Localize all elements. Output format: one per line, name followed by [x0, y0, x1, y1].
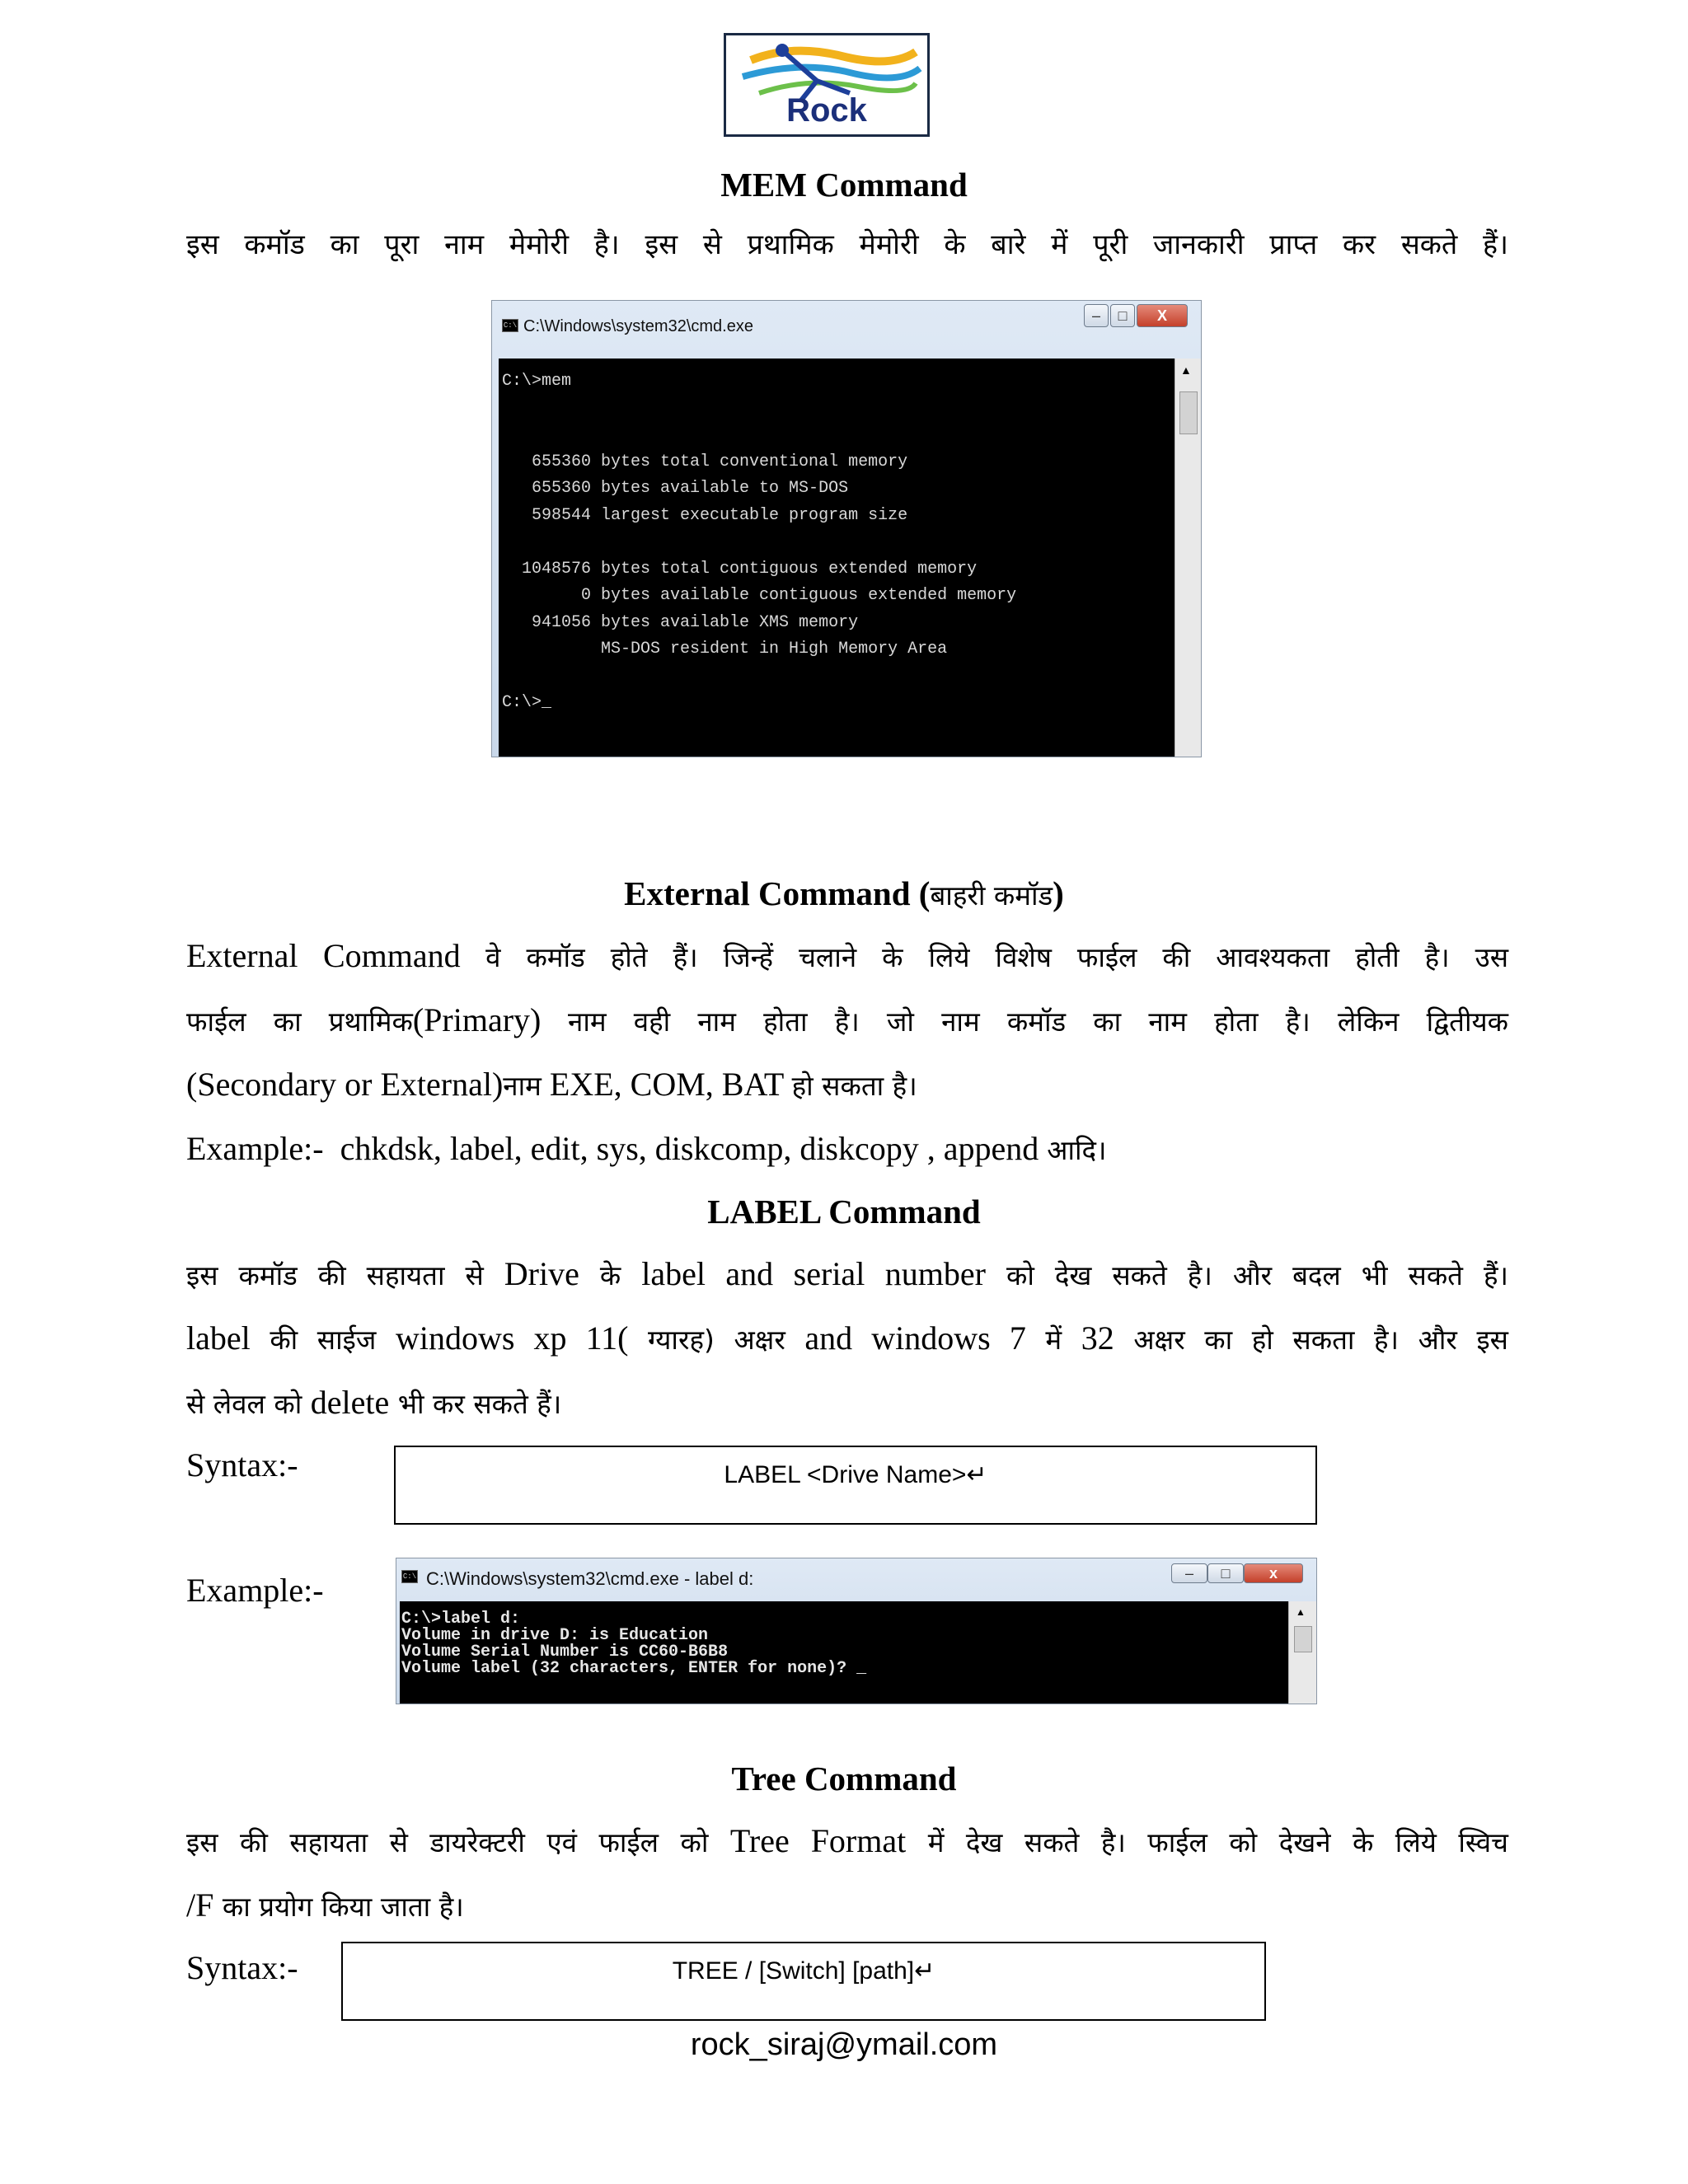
mem-scrollbar[interactable] — [1175, 359, 1202, 757]
logo-text: Rock — [786, 92, 867, 129]
minimize-button[interactable]: – — [1171, 1563, 1207, 1583]
external-line-3b: नाम — [503, 1070, 542, 1102]
tree-syntax-box: TREE / [Switch] [path]↵ — [341, 1942, 1266, 2021]
tree-line-1c: में देख सकते है। फाईल को देखने के लिये स्विच — [906, 1826, 1509, 1858]
close-button[interactable]: x — [1244, 1563, 1303, 1583]
label-line-3b: delete — [310, 1384, 390, 1421]
label-console-line: Volume label (32 characters, ENTER for none)? _ — [401, 1659, 867, 1678]
mem-console-line: 655360 bytes total conventional memory — [502, 452, 908, 471]
tree-line-1 — [186, 1821, 1508, 1860]
mem-console-line: 655360 bytes available to MS-DOS — [502, 479, 849, 498]
mem-console-line: C:\>_ — [502, 693, 552, 712]
label-line-2e: and windows 7 — [804, 1319, 1026, 1357]
mem-console-line — [502, 422, 1171, 449]
external-line-4a: Example:- chkdsk, label, edit, sys, diskcomp, diskcopy , append — [186, 1130, 1048, 1167]
external-line-2b: (Primary) — [412, 1001, 542, 1038]
mem-console-line — [502, 529, 1171, 556]
close-button[interactable]: X — [1137, 304, 1188, 327]
label-syntax-label: Syntax:- — [186, 1446, 298, 1483]
external-line-3a: (Secondary or External) — [186, 1066, 504, 1103]
tree-line-2b: का प्रयोग किया जाता है। — [213, 1891, 464, 1923]
label-line-3c: भी कर सकते हैं। — [389, 1388, 562, 1420]
label-console-output — [400, 1601, 1288, 1704]
cmd-icon: C:\ — [502, 319, 518, 332]
label-line-2b: की साईज — [250, 1324, 396, 1356]
tree-line-2 — [186, 1886, 1508, 1924]
scroll-thumb[interactable] — [1179, 391, 1198, 434]
label-line-2d: ग्यारह) अक्षर — [628, 1324, 805, 1356]
scroll-up-icon[interactable]: ▲ — [1296, 1606, 1306, 1618]
tree-heading: Tree Command — [731, 1760, 957, 1797]
label-line-3a: से लेवल को — [186, 1388, 311, 1420]
label-line-2 — [186, 1319, 1508, 1357]
external-line-1b: वे कमॉड होते हैं। जिन्हें चलाने के लिये विशेष फाईल की आवश्यकता होती है। उस — [485, 941, 1509, 973]
label-cmd-window — [396, 1558, 1317, 1704]
scroll-up-icon[interactable]: ▲ — [1180, 365, 1192, 377]
maximize-button[interactable]: □ — [1207, 1563, 1244, 1583]
external-heading-hi: बाहरी कमॉड — [930, 879, 1053, 912]
external-line-2 — [186, 1001, 1508, 1039]
label-window-title: C:\Windows\system32\cmd.exe - label d: — [426, 1568, 754, 1589]
footer-email: rock_siraj@ymail.com — [690, 2027, 998, 2062]
label-line-2c: windows xp 11( — [395, 1319, 629, 1357]
mem-console-output — [499, 359, 1175, 757]
mem-window-title: C:\Windows\system32\cmd.exe — [523, 317, 753, 335]
mem-heading: MEM Command — [720, 166, 968, 204]
label-console-line: C:\>label d: — [401, 1610, 521, 1629]
external-line-2a: फाईल का प्रथामिक — [186, 1005, 413, 1038]
rock-logo — [724, 33, 930, 137]
label-console-line: Volume in drive D: is Education — [401, 1626, 709, 1645]
mem-cmd-window — [491, 300, 1202, 757]
external-line-3 — [186, 1065, 1508, 1104]
label-line-2h: अक्षर का हो सकता है। और इस — [1114, 1324, 1508, 1356]
cmd-icon: C:\ — [401, 1570, 418, 1583]
label-heading: LABEL Command — [707, 1193, 981, 1230]
mem-console-line: 941056 bytes available XMS memory — [502, 612, 859, 632]
label-console-line: Volume Serial Number is CC60-B6B8 — [401, 1643, 729, 1661]
label-titlebar — [396, 1558, 1316, 1601]
tree-line-1a: इस की सहायता से डायरेक्टरी एवं फाईल को — [186, 1826, 730, 1858]
label-line-1 — [186, 1254, 1508, 1293]
tree-line-1b: Tree Format — [729, 1822, 907, 1859]
label-line-1d: label and serial number — [641, 1255, 986, 1292]
label-line-3 — [186, 1383, 1508, 1422]
label-line-1c: के — [579, 1259, 642, 1291]
label-syntax-box: LABEL <Drive Name>↵ — [394, 1446, 1317, 1525]
mem-titlebar — [492, 301, 1201, 359]
mem-console-line: C:\>mem — [502, 372, 572, 391]
mem-description: इस कमॉड का पूरा नाम मेमोरी है। इस से प्रथामिक मेमोरी के बारे में पूरी जानकारी प्राप्त कर सकते हैं। — [186, 228, 1508, 261]
minimize-button[interactable]: – — [1084, 304, 1109, 327]
external-line-3c: EXE, COM, BAT — [541, 1066, 792, 1103]
label-line-2g: 32 — [1081, 1319, 1114, 1357]
mem-console-line: 0 bytes available contiguous extended memory — [502, 586, 1017, 605]
mem-console-line — [502, 663, 1171, 691]
label-scrollbar[interactable] — [1288, 1601, 1317, 1704]
label-line-2a: label — [186, 1319, 251, 1357]
mem-console-line: 1048576 bytes total contiguous extended memory — [502, 559, 978, 579]
mem-console-line: 598544 largest executable program size — [502, 505, 908, 525]
external-heading-en: External Command ( — [624, 874, 931, 912]
external-line-3d: हो सकता है। — [791, 1070, 917, 1102]
mem-console-line — [502, 396, 1171, 423]
external-line-4b: आदि। — [1047, 1134, 1107, 1166]
external-example — [186, 1129, 1508, 1168]
label-line-1a: इस कमॉड की सहायता से — [186, 1259, 504, 1291]
external-heading-close: ) — [1053, 874, 1064, 912]
label-line-1b: Drive — [504, 1255, 579, 1292]
maximize-button[interactable]: □ — [1110, 304, 1135, 327]
mem-console-line: MS-DOS resident in High Memory Area — [502, 640, 948, 658]
external-line-1 — [186, 936, 1508, 975]
label-example-label: Example:- — [186, 1572, 324, 1609]
tree-syntax-label: Syntax:- — [186, 1949, 298, 1986]
external-line-2c: नाम वही नाम होता है। जो नाम कमॉड का नाम होता है। लेकिन द्वितीयक — [568, 1005, 1509, 1038]
external-heading — [0, 874, 1688, 913]
label-line-1e: को देख सकते है। और बदल भी सकते हैं। — [986, 1259, 1509, 1291]
scroll-thumb[interactable] — [1294, 1626, 1312, 1652]
tree-line-2a: /F — [186, 1886, 214, 1924]
label-line-2f: में — [1025, 1324, 1081, 1356]
external-line-1a: External Command — [186, 937, 461, 974]
